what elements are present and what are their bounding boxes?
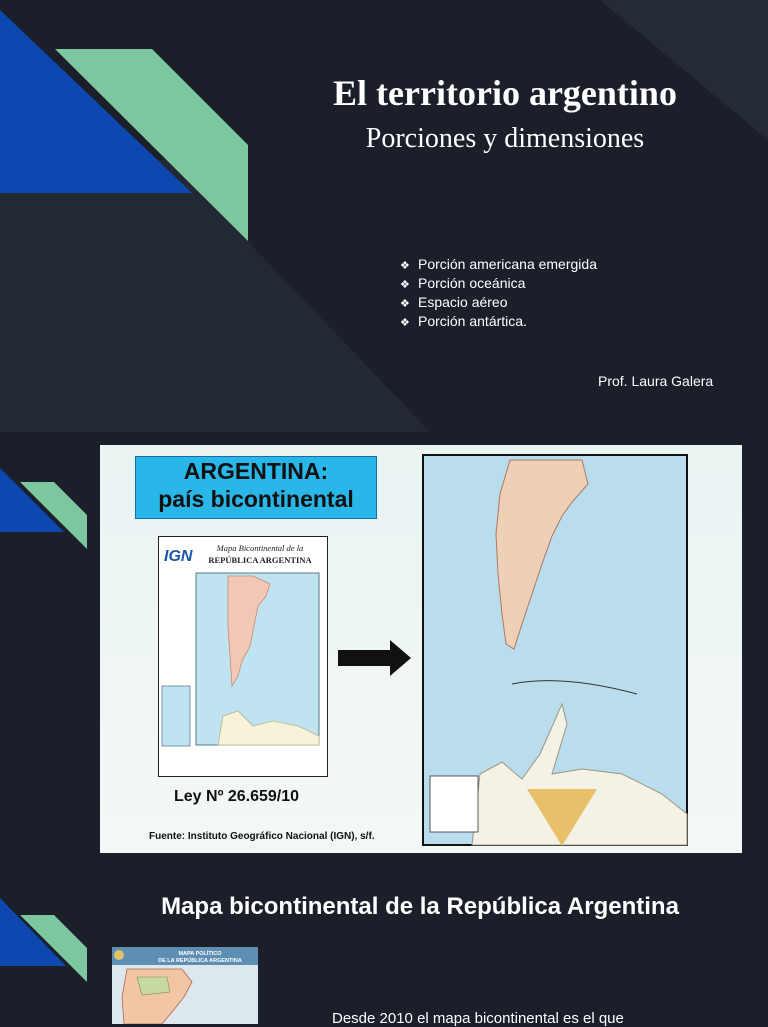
section-heading: Mapa bicontinental de la República Argentina [161,893,679,920]
bullet-text: Espacio aéreo [418,294,508,310]
thumbnail-title: MAPA POLÍTICO [178,951,222,957]
list-item [400,275,597,294]
ign-logo: IGN [164,548,193,565]
diamond-bullet-icon: ❖ [400,279,410,291]
figure-title-box [135,456,377,519]
thumbnail-title: DE LA REPÚBLICA ARGENTINA [158,958,242,964]
slide-1-decoration [0,0,768,432]
slide-3-decoration [0,864,100,1024]
list-item [400,256,597,275]
diamond-bullet-icon: ❖ [400,317,410,329]
bicontinental-map-figure [100,445,742,853]
list-item [400,313,597,332]
slide-2-decoration [0,432,100,864]
slide-1 [0,0,768,432]
figure-source: Fuente: Instituto Geográfico Nacional (IGN), s/f. [149,831,375,842]
diamond-bullet-icon: ❖ [400,298,410,310]
slide-title: El territorio argentino [333,73,677,113]
bullet-text: Porción oceánica [418,275,526,291]
body-text: Desde 2010 el mapa bicontinental es el que [332,1010,624,1027]
thumbnail-title: REPÚBLICA ARGENTINA [208,555,312,565]
political-map-thumbnail [112,947,258,1024]
slide-subtitle: Porciones y dimensiones [365,123,645,154]
bullet-text: Porción antártica. [418,313,527,329]
author-name: Prof. Laura Galera [598,373,714,389]
arrow-right-icon [338,638,413,678]
law-number: Ley Nº 26.659/10 [174,788,300,805]
dark-corner-band [600,0,768,140]
bullet-text: Porción americana emergida [418,256,597,272]
figure-title-line: ARGENTINA: [183,458,329,484]
figure-title-line: país bicontinental [158,486,354,512]
coat-of-arms-icon [114,950,124,960]
bullet-list [400,256,597,332]
thumbnail-title: Mapa Bicontinental de la [216,543,304,553]
map-thumbnail [158,536,328,777]
list-item [400,294,597,313]
diamond-bullet-icon: ❖ [400,260,410,272]
large-bicontinental-map [422,454,688,846]
